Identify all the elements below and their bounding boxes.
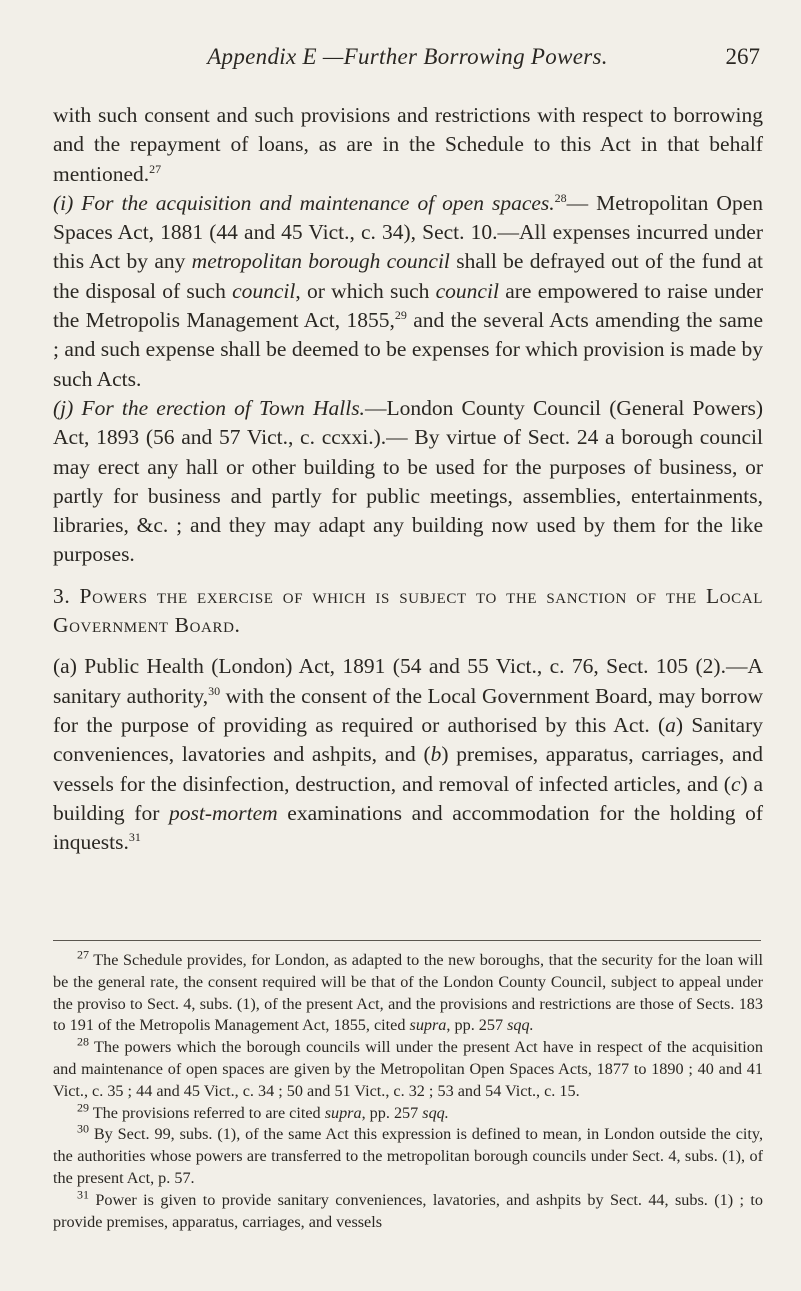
footnote-31: $^{31}$ Power is given to provide sanitary conveniences, lavatories, and ashpits by Sect. 44, subs. (1) ; to provide premises, apparatus, carriages, and vessels xyxy=(53,1187,763,1231)
section-heading: 3. Powers the exercise of which is subject to the sanction of the Local Government Board. xyxy=(53,583,763,638)
footnote-ref: 27 xyxy=(149,161,162,176)
paragraph-town-halls: (j) For the erection of Town Halls.—London County Council (General Powers) Act, 1893 (56 and 57 Vict., c. ccxxi.).— By virtue of Sect. 24 a borough council may erect any hall or other building to be used for the purposes of business, or partly for business and partly for public meetings, assemblies, entertainments, libraries, &c. ; and they may adapt any building now used by them for the like purposes. xyxy=(53,395,764,567)
paragraph-continuation: with such consent and such provisions and restrictions with respect to borrowing and the repayment of loans, as are in the Schedule to this Act in that behalf mentioned.$^{27}$ xyxy=(53,103,763,186)
footnote-divider xyxy=(53,940,761,941)
footnote-ref: 31 xyxy=(128,829,141,844)
main-text xyxy=(53,101,763,857)
paragraph-public-health: (a) Public Health (London) Act, 1891 (54 and 55 Vict., c. 76, Sect. 105 (2).—A sanitary authority,$^{30}$ with the consent of the Local Government Board, may borrow for the purpose of providing as required or authorised by this Act. (a) Sanitary conveniences, lavatories and ashpits, and (b) premises, apparatus, carriages, and vessels for the disinfection, destruction, and removal of infected articles, and (c) a building for post-mortem examinations and accommodation for the holding of inquests.$^{31}$ xyxy=(53,654,763,855)
item-title: For the acquisition and maintenance of open spaces. xyxy=(81,190,555,215)
paragraph-open-spaces: (i) For the acquisition and maintenance of open spaces.$^{28}$— Metropolitan Open Spaces Act, 1881 (44 and 45 Vict., c. 34), Sect. 10.—All expenses incurred under this Act by any metropolitan borough council shall be defrayed out of the fund at the disposal of such council, or which such council are empowered to raise under the Metropolis Management Act, 1855,29 and the several Acts amending the same ; and such expense shall be deemed to be expenses for which provision is made by such Acts. xyxy=(53,190,764,391)
footnote-ref: 28 xyxy=(554,190,567,205)
page-header xyxy=(55,44,760,84)
footnote-29: $^{29}$ The provisions referred to are cited supra, pp. 257 sqq. xyxy=(77,1100,449,1122)
footnote-28: $^{28}$ The powers which the borough councils will under the present Act have in respect of the acquisition and maintenance of open spaces are given by the Metropolitan Open Spaces Acts, 1877 to 1890 ; 40 and 41 Vict., c. 35 ; 44 and 45 Vict., c. 34 ; 50 and 51 Vict., c. 32 ; 53 and 54 Vict., c. 15. xyxy=(53,1034,763,1100)
footnote-30: $^{30}$ By Sect. 99, subs. (1), of the same Act this expression is defined to mean, in London outside the city, the authorities whose powers are transferred to the metropolitan borough councils under Sect. 4, subs. (1), of the present Act, p. 57. xyxy=(53,1121,763,1187)
footnote-27: $^{27}$ The Schedule provides, for London, as adapted to the new boroughs, that the security for the loan will be the general rate, the consent required will be that of the London County Council, subject to appeal under the proviso to Sect. 4, subs. (1), of the present Act, and the provisions and restrictions are those of Sects. 183 to 191 of the Metropolis Management Act, 1855, cited supra, pp. 257 sqq. xyxy=(53,947,763,1035)
footnote-ref: 29 xyxy=(394,307,407,322)
page-number: 267 xyxy=(725,44,760,69)
item-label: (j) xyxy=(53,395,74,420)
item-label: (i) xyxy=(53,190,74,215)
running-title: Appendix E —Further Borrowing Powers. xyxy=(207,44,608,69)
footnotes xyxy=(53,947,763,1233)
item-title: For the erection of Town Halls. xyxy=(81,395,365,420)
footnote-ref: 30 xyxy=(208,683,221,698)
